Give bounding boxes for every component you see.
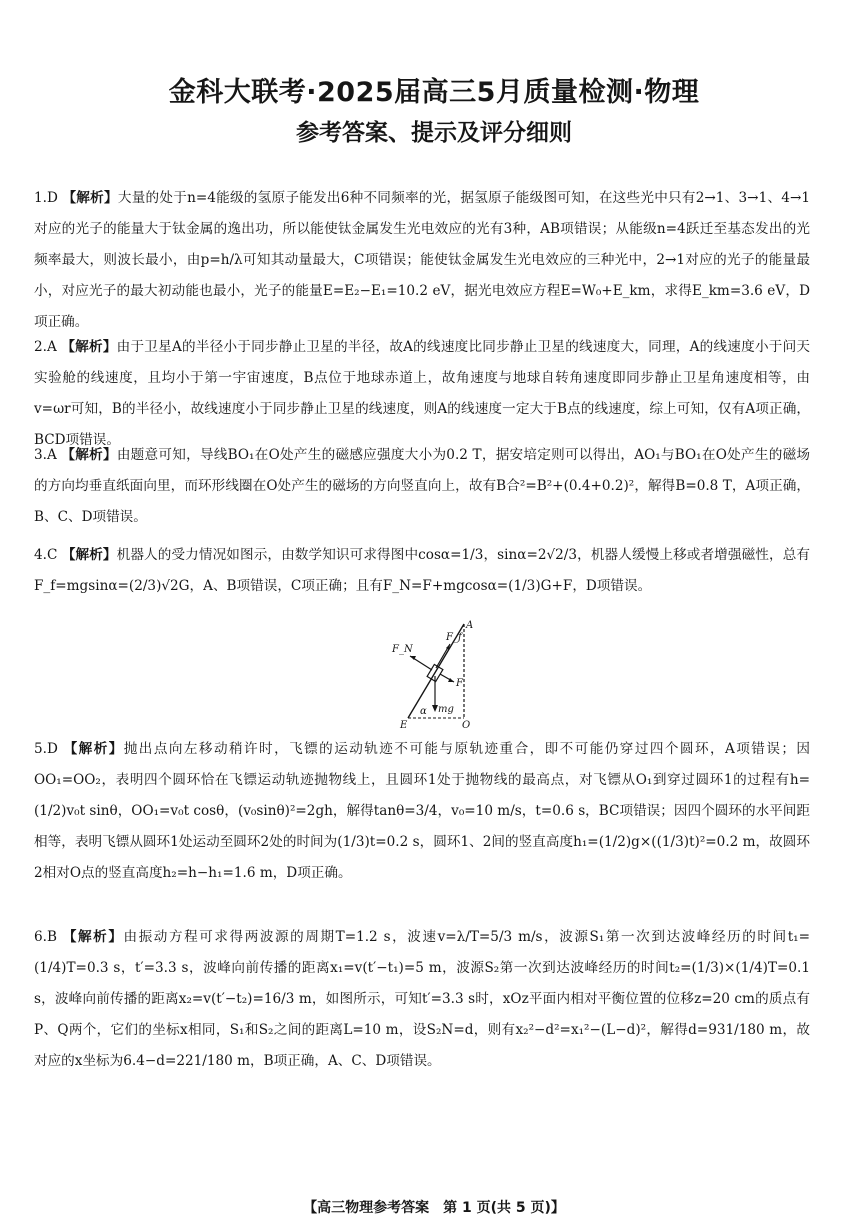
question-number: 2.A bbox=[34, 339, 57, 355]
question-5 bbox=[34, 734, 810, 889]
document-subtitle: 参考答案、提示及评分细则 bbox=[296, 120, 572, 146]
analysis-tag: 【解析】 bbox=[61, 447, 117, 463]
analysis-tag: 【解析】 bbox=[61, 339, 117, 355]
question-4 bbox=[34, 540, 810, 602]
question-number: 3.A bbox=[34, 447, 57, 463]
label-mg: mg bbox=[438, 704, 454, 715]
label-A: A bbox=[466, 620, 474, 631]
question-6 bbox=[34, 922, 810, 1077]
question-text: 抛出点向左移动稍许时，飞镖的运动轨迹不可能与原轨迹重合，即不可能仍穿过四个圆环，A项错误；因OO₁=OO₂，表明四个圆环恰在飞镖运动轨迹抛物线上，且圆环1处于抛物线的最高点，对飞镖从O₁到穿过圆环1的过程有h=(1/2)v₀t sinθ，OO₁=v₀t cosθ，(v₀sinθ)²=2gh，解得tanθ=3/4，v₀=10 m/s，t=0.6 s，BC项错误；因四个圆环的水平间距相等，表明飞镖从圆环1处运动至圆环2处的时间为(1/3)t=0.2 s，圆环1、2间的竖直高度h₁=(1/2)g×((1/3)t)²=0.2 m，故圆环2相对O点的竖直高度h₂=h−h₁=1.6 m，D项正确。 bbox=[34, 741, 810, 881]
question-number: 1.D bbox=[34, 190, 58, 206]
analysis-tag: 【解析】 bbox=[62, 190, 118, 206]
question-text: 大量的处于n=4能级的氢原子能发出6种不同频率的光，据氢原子能级图可知，在这些光中只有2→1、3→1、4→1对应的光子的能量大于钛金属的逸出功，所以能使钛金属发生光电效应的光有3种，AB项错误；从能级n=4跃迁至基态发出的光频率最大，则波长最小，由p=h/λ可知其动量最大，C项错误；能使钛金属发生光电效应的三种光中，2→1对应的光子的能量最小，对应光子的最大初动能也最小，光子的能量E=E₂−E₁=10.2 eV，据光电效应方程E=W₀+E_km，求得E_km=3.6 eV，D项正确。 bbox=[34, 190, 810, 330]
question-number: 5.D bbox=[34, 741, 58, 757]
question-number: 4.C bbox=[34, 547, 58, 563]
question-3 bbox=[34, 440, 810, 533]
label-F: F bbox=[456, 678, 463, 689]
question-1 bbox=[34, 183, 810, 338]
question-text: 由于卫星A的半径小于同步静止卫星的半径，故A的线速度比同步静止卫星的线速度大，同理，A的线速度小于问天实验舱的线速度，且均小于第一宇宙速度，B点位于地球赤道上，故角速度与地球自转角速度即同步静止卫星角速度相等，由v=ωr可知，B的半径小，故线速度小于同步静止卫星的线速度，则A的线速度一定大于B点的线速度，综上可知，仅有A项正确，BCD项错误。 bbox=[34, 339, 811, 448]
analysis-tag: 【解析】 bbox=[62, 929, 124, 945]
question-text: 由振动方程可求得两波源的周期T=1.2 s，波速v=λ/T=5/3 m/s，波源S₁第一次到达波峰经历的时间t₁=(1/4)T=0.3 s，t′=3.3 s，波峰向前传播的距离x₁=v(t′−t₁)=5 m，波源S₂第一次到达波峰经历的时间t₂=(1/3)×(1/4)T=0.1 s，波峰向前传播的距离x₂=v(t′−t₂)=16/3 m，如图所示，可知t′=3.3 s时，xOz平面内相对平衡位置的位移z=20 cm的质点有P、Q两个，它们的坐标x相同，S₁和S₂之间的距离L=10 m，设S₂N=d，则有x₂²−d²=x₁²−(L−d)²，解得d=931/180 m，故对应的x坐标为6.4−d=221/180 m，B项正确，A、C、D项错误。 bbox=[34, 929, 811, 1069]
analysis-tag: 【解析】 bbox=[63, 741, 124, 757]
label-alpha: α bbox=[420, 706, 427, 717]
analysis-tag: 【解析】 bbox=[61, 547, 117, 563]
question-text: 机器人的受力情况如图示，由数学知识可求得图中cosα=1/3，sinα=2√2/3，机器人缓慢上移或者增强磁性，总有F_f=mgsinα=(2/3)√2G，A、B项错误，C项正确；且有F_N=F+mgcosα=(1/3)G+F，D项错误。 bbox=[34, 547, 810, 594]
label-O: O bbox=[462, 720, 471, 730]
question-2 bbox=[34, 332, 810, 456]
document-title: 金科大联考·2025届高三5月质量检测·物理 bbox=[168, 77, 700, 108]
label-FN: F_N bbox=[392, 644, 413, 655]
label-Ff: F_f bbox=[446, 632, 462, 643]
question-number: 6.B bbox=[34, 929, 57, 945]
question-text: 由题意可知，导线BO₁在O处产生的磁感应强度大小为0.2 T，据安培定则可以得出，AO₁与BO₁在O处产生的磁场的方向均垂直纸面向里，而环形线圈在O处产生的磁场的方向竖直向上，故有B合²=B²+(0.4+0.2)²，解得B=0.8 T，A项正确，B、C、D项错误。 bbox=[34, 447, 811, 525]
label-E: E bbox=[400, 720, 408, 730]
force-diagram bbox=[380, 618, 490, 730]
force-diagram-svg bbox=[380, 618, 490, 730]
page-footer: 【高三物理参考答案 第 1 页(共 5 页)】 bbox=[303, 1200, 565, 1216]
